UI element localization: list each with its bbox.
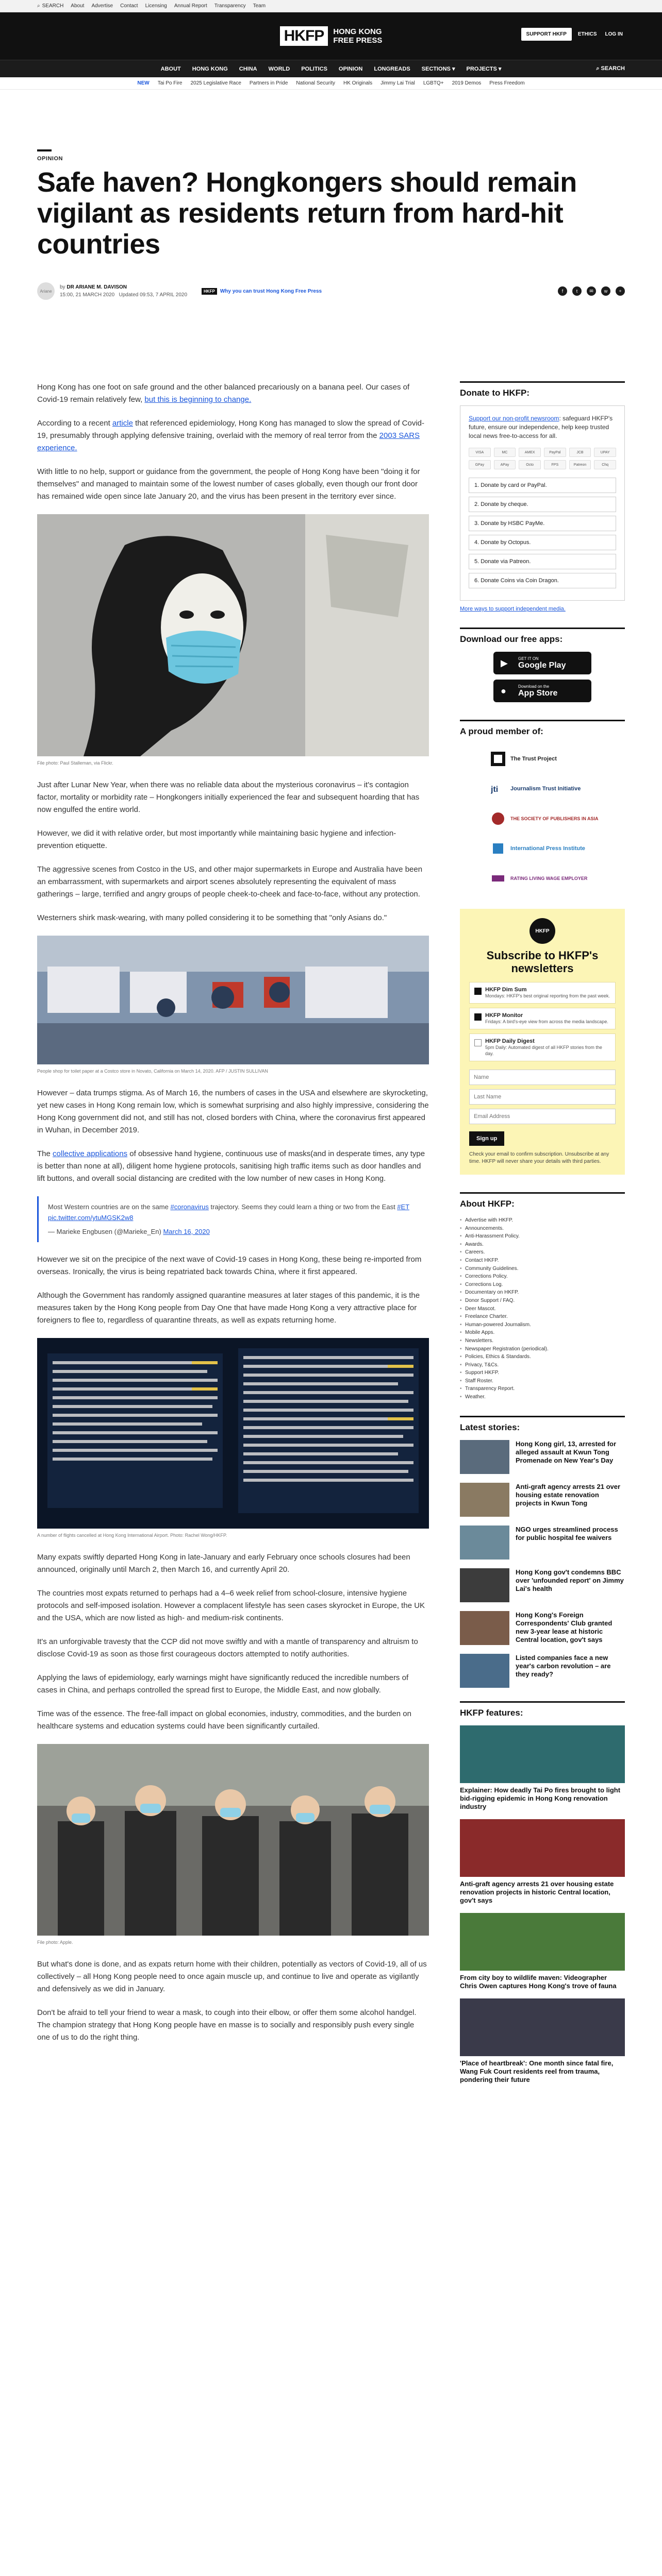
paragraph: Westerners shirk mask-wearing, with many polled considering it to be something that "only Asians do." — [37, 913, 387, 922]
email-icon[interactable]: ✉ — [587, 286, 596, 296]
feature-story[interactable]: 'Place of heartbreak': One month since fatal fire, Wang Fuk Court residents reel from trauma, pondering their future — [460, 1998, 625, 2084]
feature-thumbnail — [460, 1725, 625, 1783]
sign-up-button[interactable]: Sign up — [469, 1131, 504, 1146]
topic-link[interactable]: Jimmy Lai Trial — [380, 80, 415, 86]
ethics-link[interactable]: ETHICS — [577, 31, 597, 37]
about-link[interactable]: • Contact HKFP. — [460, 1257, 625, 1265]
newsletter-checkbox-daily-digest[interactable]: HKFP Daily Digest 5pm Daily: Automated digest of all HKFP stories from the day. — [469, 1033, 616, 1061]
airport-flights-photo — [37, 1338, 429, 1529]
logo-line-2: FREE PRESS — [333, 36, 383, 45]
paragraph: Applying the laws of epidemiology, early warnings might have significantly reduced the incredible numbers of cases in China, and perhaps controlled the spread first to Europe, the Middle East, and now globally. — [37, 1673, 409, 1694]
about-list — [460, 1216, 625, 1401]
octopus-icon: Octo — [519, 460, 541, 469]
about-link[interactable]: • Newsletters. — [460, 1337, 625, 1345]
topic-link[interactable]: LGBTQ+ — [423, 80, 444, 86]
jcb-icon: JCB — [569, 448, 591, 457]
search-icon: ⌕ — [37, 3, 40, 9]
new-badge: NEW — [137, 80, 150, 86]
first-name-input[interactable] — [469, 1070, 616, 1085]
support-hkfp-button[interactable]: SUPPORT HKFP — [521, 28, 572, 41]
ipi-icon — [491, 841, 505, 856]
about-link[interactable]: • Announcements. — [460, 1225, 625, 1233]
app-store-button[interactable]: ● Download on the App Store — [493, 680, 591, 702]
topbar-transparency[interactable]: Transparency — [214, 3, 246, 9]
nav-projects[interactable]: PROJECTS ▾ — [466, 66, 502, 72]
feature-story[interactable]: Explainer: How deadly Tai Po fires brought to light bid-rigging epidemic in Hong Kong renovation industry — [460, 1725, 625, 1811]
topic-link[interactable]: Tai Po Fire — [157, 80, 183, 86]
hashtag-link[interactable]: #ET — [397, 1203, 409, 1211]
play-store-icon: ▶ — [501, 658, 508, 668]
nav-about[interactable]: ABOUT — [160, 65, 181, 72]
topbar-about[interactable]: About — [71, 3, 85, 9]
about-heading: About HKFP: — [460, 1192, 625, 1209]
feature-thumbnail — [460, 1998, 625, 2056]
topbar-advertise[interactable]: Advertise — [91, 3, 113, 9]
patreon-icon: Patreon — [569, 460, 591, 469]
latest-story[interactable]: Hong Kong girl, 13, arrested for alleged assault at Kwun Tong Promenade on New Year's Day — [460, 1440, 625, 1474]
article-body — [37, 381, 429, 2055]
story-thumbnail — [460, 1483, 509, 1517]
about-link[interactable]: • Advertise with HKFP. — [460, 1216, 625, 1225]
paragraph: Hong Kong has one foot on safe ground and the other balanced precariously on a banana peel. Our cases of Covid-19 remain relatively few, but this is beginning to change. — [37, 383, 410, 404]
nav-china[interactable]: CHINA — [239, 65, 257, 72]
site-logo[interactable]: HKFP HONG KONG FREE PRESS — [280, 26, 383, 46]
topbar-team[interactable]: Team — [253, 3, 266, 9]
hkfp-badge: HKFP — [529, 918, 555, 944]
embedded-tweet: Most Western countries are on the same #coronavirus trajectory. Seems they could learn a thing or two from the East #ET pic.twitter.com/ytuMGSK2w8 — Marieke Engbusen (@Marieke_En) March 16, 2020 — [37, 1196, 429, 1242]
visa-icon: VISA — [469, 448, 491, 457]
trust-link[interactable]: HKFP Why you can trust Hong Kong Free Press — [202, 288, 322, 295]
topic-link[interactable]: Partners in Pride — [249, 80, 288, 86]
nav-politics[interactable]: POLITICS — [301, 65, 327, 72]
topbar-annual-report[interactable]: Annual Report — [174, 3, 207, 9]
member-logo-trust-project[interactable]: The Trust Project — [460, 744, 625, 774]
topic-link[interactable]: National Security — [296, 80, 335, 86]
nav-hong-kong[interactable]: HONG KONG — [192, 65, 228, 72]
paragraph: According to a recent article that referenced epidemiology, Hong Kong has managed to slow the spread of Covid-19, presumably through applying defensive training, overlaid with the memory of real terror from the 2003 SARS experience. — [37, 419, 425, 452]
feature-story[interactable]: From city boy to wildlife maven: Videographer Chris Owen captures Hong Kong's trove of fauna — [460, 1913, 625, 1990]
latest-story[interactable]: NGO urges streamlined process for public hospital fee waivers — [460, 1526, 625, 1560]
about-link[interactable]: • Corrections Log. — [460, 1281, 625, 1289]
unionpay-icon: UPAY — [594, 448, 616, 457]
about-link[interactable]: • Awards. — [460, 1241, 625, 1249]
about-link[interactable]: • Careers. — [460, 1248, 625, 1257]
share-buttons — [558, 286, 625, 296]
sopa-icon — [491, 811, 505, 826]
member-logo-sopa[interactable]: THE SOCIETY OF PUBLISHERS IN ASIA — [460, 804, 625, 834]
inline-link[interactable]: article — [112, 419, 133, 428]
donate-option[interactable]: 4. Donate by Octopus. — [469, 535, 616, 550]
about-link[interactable]: • Transparency Report. — [460, 1385, 625, 1393]
nav-search[interactable]: ⌕ SEARCH — [596, 65, 625, 72]
tweet-image-link[interactable]: pic.twitter.com/ytuMGSK2w8 — [48, 1214, 134, 1222]
donate-box: Support our non-profit newsroom: safeguard HKFP's future, ensure our independence, help keep trusted local news free-to-access for all. VISA MC AMEX PayPal JCB UPAY GPay APay Octo FPS Patreon Chq 1. Donate by card or PayPal. 2. Donate by cheque. 3. Donate by HSBC PayMe. 4. Donate by Octopus. 5. Donate via Patreon. 6. Donate Coins via Coin Dragon. — [460, 405, 625, 601]
member-logo-jti[interactable]: jti Journalism Trust Initiative — [460, 774, 625, 804]
living-wage-icon — [491, 871, 505, 886]
about-link[interactable]: • Human-powered Journalism. — [460, 1321, 625, 1329]
paragraph: However – data trumps stigma. As of March 16, the numbers of cases in the USA and elsewhere are skyrocketing, yet new cases in Hong Kong remain low, which is somewhat surprising and also highly impressive, considering the Hong Kong government did not, and still has not, closed borders with China, where the coronavirus first appeared in Wuhan, in December 2019. — [37, 1089, 429, 1134]
about-link[interactable]: • Privacy, T&Cs. — [460, 1361, 625, 1369]
mastercard-icon: MC — [494, 448, 516, 457]
apps-heading: Download our free apps: — [460, 628, 625, 645]
donate-option[interactable]: 6. Donate Coins via Coin Dragon. — [469, 573, 616, 588]
member-heading: A proud member of: — [460, 720, 625, 737]
payment-methods — [469, 448, 616, 469]
share-icon[interactable]: + — [616, 286, 625, 296]
latest-story[interactable]: Anti-graft agency arrests 21 over housing estate renovation projects in Kwun Tong — [460, 1483, 625, 1517]
author-avatar: Ariane — [37, 282, 55, 300]
paragraph: Time was of the essence. The free-fall impact on global economies, industry, commodities, and the burden on healthcare systems and education systems could have been significantly curtailed. — [37, 1709, 411, 1731]
google-play-button[interactable]: ▶ GET IT ON Google Play — [493, 652, 591, 674]
article-title: Safe haven? Hongkongers should remain vigilant as residents return from hard-hit countries — [37, 167, 577, 260]
nav-opinion[interactable]: OPINION — [338, 65, 363, 72]
photo-credit: AFP / JUSTIN SULLIVAN — [216, 1069, 268, 1074]
paragraph: It's an unforgivable travesty that the CCP did not move swiftly and with a mantle of transparency and altruism to disclose Covid-19 as soon as those first courageous doctors attempted to notify authorities. — [37, 1637, 418, 1658]
costco-photo — [37, 936, 429, 1064]
paragraph: However we sit on the precipice of the next wave of Covid-19 cases in Hong Kong, these being re-imported from overseas. Ironically, the virus is being repatriated back towards China, where it first appeared. — [37, 1255, 422, 1276]
about-link[interactable]: • Documentary on HKFP. — [460, 1289, 625, 1297]
search-icon: ⌕ — [596, 65, 600, 72]
about-link[interactable]: • Mobile Apps. — [460, 1329, 625, 1337]
about-link[interactable]: • Policies, Ethics & Standards. — [460, 1353, 625, 1361]
photo-caption: File photo: Paul Stalleman, via Flickr. — [37, 760, 113, 766]
apple-pay-icon: APay — [494, 460, 516, 469]
topbar-contact[interactable]: Contact — [120, 3, 138, 9]
donate-option[interactable]: 5. Donate via Patreon. — [469, 554, 616, 569]
donate-heading: Donate to HKFP: — [460, 381, 625, 398]
mask-graffiti-photo — [37, 514, 429, 756]
latest-heading: Latest stories: — [460, 1416, 625, 1433]
amex-icon: AMEX — [519, 448, 541, 457]
paypal-icon: PayPal — [544, 448, 566, 457]
latest-list — [460, 1440, 625, 1688]
about-link[interactable]: • Staff Roster. — [460, 1377, 625, 1385]
donate-option[interactable]: 3. Donate by HSBC PayMe. — [469, 516, 616, 531]
paragraph: The collective applications of obsessive hand hygiene, continuous use of masks(and in desperate times, any type is better than none at all), diligent home hygiene protocols, sanitising high traffic items such as door handles and lift buttons, and overall social distancing are credited with the low number of new cases in Hong Kong. — [37, 1149, 425, 1183]
about-link[interactable]: • Freelance Charter. — [460, 1313, 625, 1321]
chevron-down-icon: ▾ — [452, 66, 455, 72]
tweet-date-link[interactable]: March 16, 2020 — [163, 1228, 210, 1235]
page-content — [37, 149, 625, 300]
nav-world[interactable]: WORLD — [268, 65, 290, 72]
photo-caption: File photo: Apple. — [37, 1940, 73, 1945]
member-logo-ipi[interactable]: International Press Institute — [460, 834, 625, 863]
topbar-search[interactable]: ⌕ SEARCH — [37, 3, 64, 9]
story-thumbnail — [460, 1654, 509, 1688]
topic-link[interactable]: 2019 Demos — [452, 80, 482, 86]
donate-option[interactable]: 1. Donate by card or PayPal. — [469, 478, 616, 493]
topic-link[interactable]: Press Freedom — [489, 80, 525, 86]
cheque-icon: Chq — [594, 460, 616, 469]
donate-option[interactable]: 2. Donate by cheque. — [469, 497, 616, 512]
features-heading: HKFP features: — [460, 1701, 625, 1718]
logo-line-1: HONG KONG — [333, 27, 382, 36]
paragraph: Don't be afraid to tell your friend to wear a mask, to cough into their elbow, or offer them some alcohol handgel. The champion strategy that Hong Kong people have en masse is to socially and responsibly push every single one of us to do the right thing. — [37, 2008, 417, 2042]
paragraph: Just after Lunar New Year, when there was no reliable data about the mysterious coronavirus – it's contagion factor, mortality or morbidity rate – Hongkongers initially experienced the fear and subsequent hoarding that has now engulfed the entire world. — [37, 781, 420, 814]
chevron-down-icon: ▾ — [498, 66, 502, 72]
nav-sections[interactable]: SECTIONS ▾ — [421, 66, 455, 72]
topic-link[interactable]: 2025 Legislative Race — [190, 80, 241, 86]
login-link[interactable]: LOG IN — [605, 31, 623, 37]
support-newsroom-link[interactable]: Support our non-profit newsroom — [469, 415, 559, 422]
about-link[interactable]: • Corrections Policy. — [460, 1273, 625, 1281]
last-name-input[interactable] — [469, 1089, 616, 1105]
main-nav — [0, 60, 662, 77]
member-logo-living-wage[interactable]: RATING LIVING WAGE EMPLOYER — [460, 863, 625, 893]
about-link[interactable]: • Community Guidelines. — [460, 1265, 625, 1273]
sidebar — [460, 381, 625, 2092]
inline-link[interactable]: 2003 SARS experience. — [37, 431, 420, 452]
paragraph: Although the Government has randomly assigned quarantine measures at later stages of this pandemic, it is the measures taken by the Hong Kong people from Day One that have made Hong Kong a very attractive place for foreigners to flee to, regardless of quarantine threats, as well as expats returning home. — [37, 1291, 420, 1325]
kicker-rule — [37, 149, 52, 151]
latest-story[interactable]: Hong Kong's Foreign Correspondents' Club granted new 3-year lease at historic Central location, gov't says — [460, 1611, 625, 1645]
twitter-icon[interactable]: t — [572, 286, 582, 296]
author-name[interactable]: DR ARIANE M. DAVISON — [67, 284, 127, 290]
paragraph: The aggressive scenes from Costco in the US, and other major supermarkets in Europe and Australia have been an embarrassment, with supermarkets and airport scenes absolutely representing the equivalent of mass gatherings – large, terrified and angry groups of people cheek-to-cheek and face-to-face, without any protection. — [37, 865, 423, 899]
masked-crowd-photo — [37, 1744, 429, 1936]
story-thumbnail — [460, 1568, 509, 1602]
latest-story[interactable]: Hong Kong gov't condemns BBC over 'unfounded report' on Jimmy Lai's health — [460, 1568, 625, 1602]
feature-thumbnail — [460, 1913, 625, 1971]
about-link[interactable]: • Donor Support / FAQ. — [460, 1297, 625, 1305]
site-header — [0, 12, 662, 60]
paragraph: With little to no help, support or guidance from the government, the people of Hong Kong have been "doing it for themselves" and managed to maintain some of the lowest number of cases globally, even though our front door has remained wide open since late January 20, and the virus has been present in the territory ever since. — [37, 467, 420, 501]
inline-link[interactable]: but this is beginning to change. — [144, 395, 252, 404]
story-thumbnail — [460, 1440, 509, 1474]
newsletter-checkbox-monitor[interactable]: HKFP Monitor Fridays: A bird's-eye view from across the media landscape. — [469, 1008, 616, 1029]
paragraph: The countries most expats returned to perhaps had a 4–6 week relief from school-closure, intensive hygiene protocols and self-imposed isolation. However a complacent lifestyle has seen cases skyrocket in Europe, the UK and the USA, which are now listed as high- and medium-risk continents. — [37, 1589, 425, 1622]
newsletter-box — [460, 909, 625, 1175]
nav-longreads[interactable]: LONGREADS — [374, 65, 410, 72]
latest-story[interactable]: Listed companies face a new year's carbon revolution – are they ready? — [460, 1654, 625, 1688]
fps-icon: FPS — [544, 460, 566, 469]
topic-link[interactable]: HK Originals — [343, 80, 373, 86]
facebook-icon[interactable]: f — [558, 286, 567, 296]
paragraph: However, we did it with relative order, but most importantly while maintaining basic hygiene and infection-prevention etiquette. — [37, 829, 396, 850]
about-link[interactable]: • Deer Mascot. — [460, 1305, 625, 1313]
whatsapp-icon[interactable]: w — [601, 286, 610, 296]
paragraph: Many expats swiftly departed Hong Kong in late-January and early February once schools closures had been announced, originally until March 2, then March 16, and currently April 20. — [37, 1553, 410, 1574]
newsletter-heading: Subscribe to HKFP's newsletters — [486, 949, 599, 975]
google-pay-icon: GPay — [469, 460, 491, 469]
paragraph: But what's done is done, and as expats return home with their children, potentially as vectors of Covid-19, all of us collectively – all Hong Kong people need to once again muscle up, and continue to live and operate as vigilantly and defensively as we did in January. — [37, 1960, 427, 1993]
about-link[interactable]: • Anti-Harassment Policy. — [460, 1232, 625, 1241]
about-link[interactable]: • Support HKFP. — [460, 1369, 625, 1377]
more-ways-link[interactable]: More ways to support independent media. — [460, 606, 566, 612]
jti-icon — [491, 782, 505, 796]
story-thumbnail — [460, 1611, 509, 1645]
email-input[interactable] — [469, 1109, 616, 1124]
newsletter-disclaimer: Check your email to confirm subscription. Unsubscribe at any time. HKFP will never share your details with third parties. — [469, 1151, 609, 1164]
topic-bar — [0, 77, 662, 90]
feature-thumbnail — [460, 1819, 625, 1877]
apple-icon: ● — [501, 686, 506, 696]
utility-bar — [0, 0, 662, 12]
story-thumbnail — [460, 1526, 509, 1560]
feature-story[interactable]: Anti-graft agency arrests 21 over housing estate renovation projects in historic Central location, gov't says — [460, 1819, 625, 1905]
topbar-licensing[interactable]: Licensing — [145, 3, 167, 9]
svg-text:jti: jti — [491, 785, 499, 794]
article-category[interactable]: OPINION — [37, 156, 63, 162]
about-link[interactable]: • Newspaper Registration (periodical). — [460, 1345, 625, 1353]
publish-date: 15:00, 21 MARCH 2020 — [60, 292, 115, 298]
newsletter-checkbox-dim-sum[interactable]: HKFP Dim Sum Mondays: HKFP's best original reporting from the past week. — [469, 982, 616, 1004]
inline-link[interactable]: collective applications — [53, 1149, 128, 1158]
updated-date: Updated 09:53, 7 APRIL 2020 — [119, 292, 188, 298]
photo-caption: A number of flights cancelled at Hong Kong International Airport. Photo: Rachel Wong/HKFP. — [37, 1533, 227, 1538]
hashtag-link[interactable]: #coronavirus — [170, 1203, 209, 1211]
features-list — [460, 1725, 625, 2084]
about-link[interactable]: • Weather. — [460, 1393, 625, 1401]
photo-caption: People shop for toilet paper at a Costco store in Novato, California on March 14, 2020. AFP / JUSTIN SULLIVAN — [37, 1069, 268, 1074]
trust-project-icon — [491, 752, 505, 766]
byline: Ariane by DR ARIANE M. DAVISON 15:00, 21 MARCH 2020 Updated 09:53, 7 APRIL 2020 HKFP Why you can trust Hong Kong Free Press f t ✉ w + — [37, 282, 625, 300]
